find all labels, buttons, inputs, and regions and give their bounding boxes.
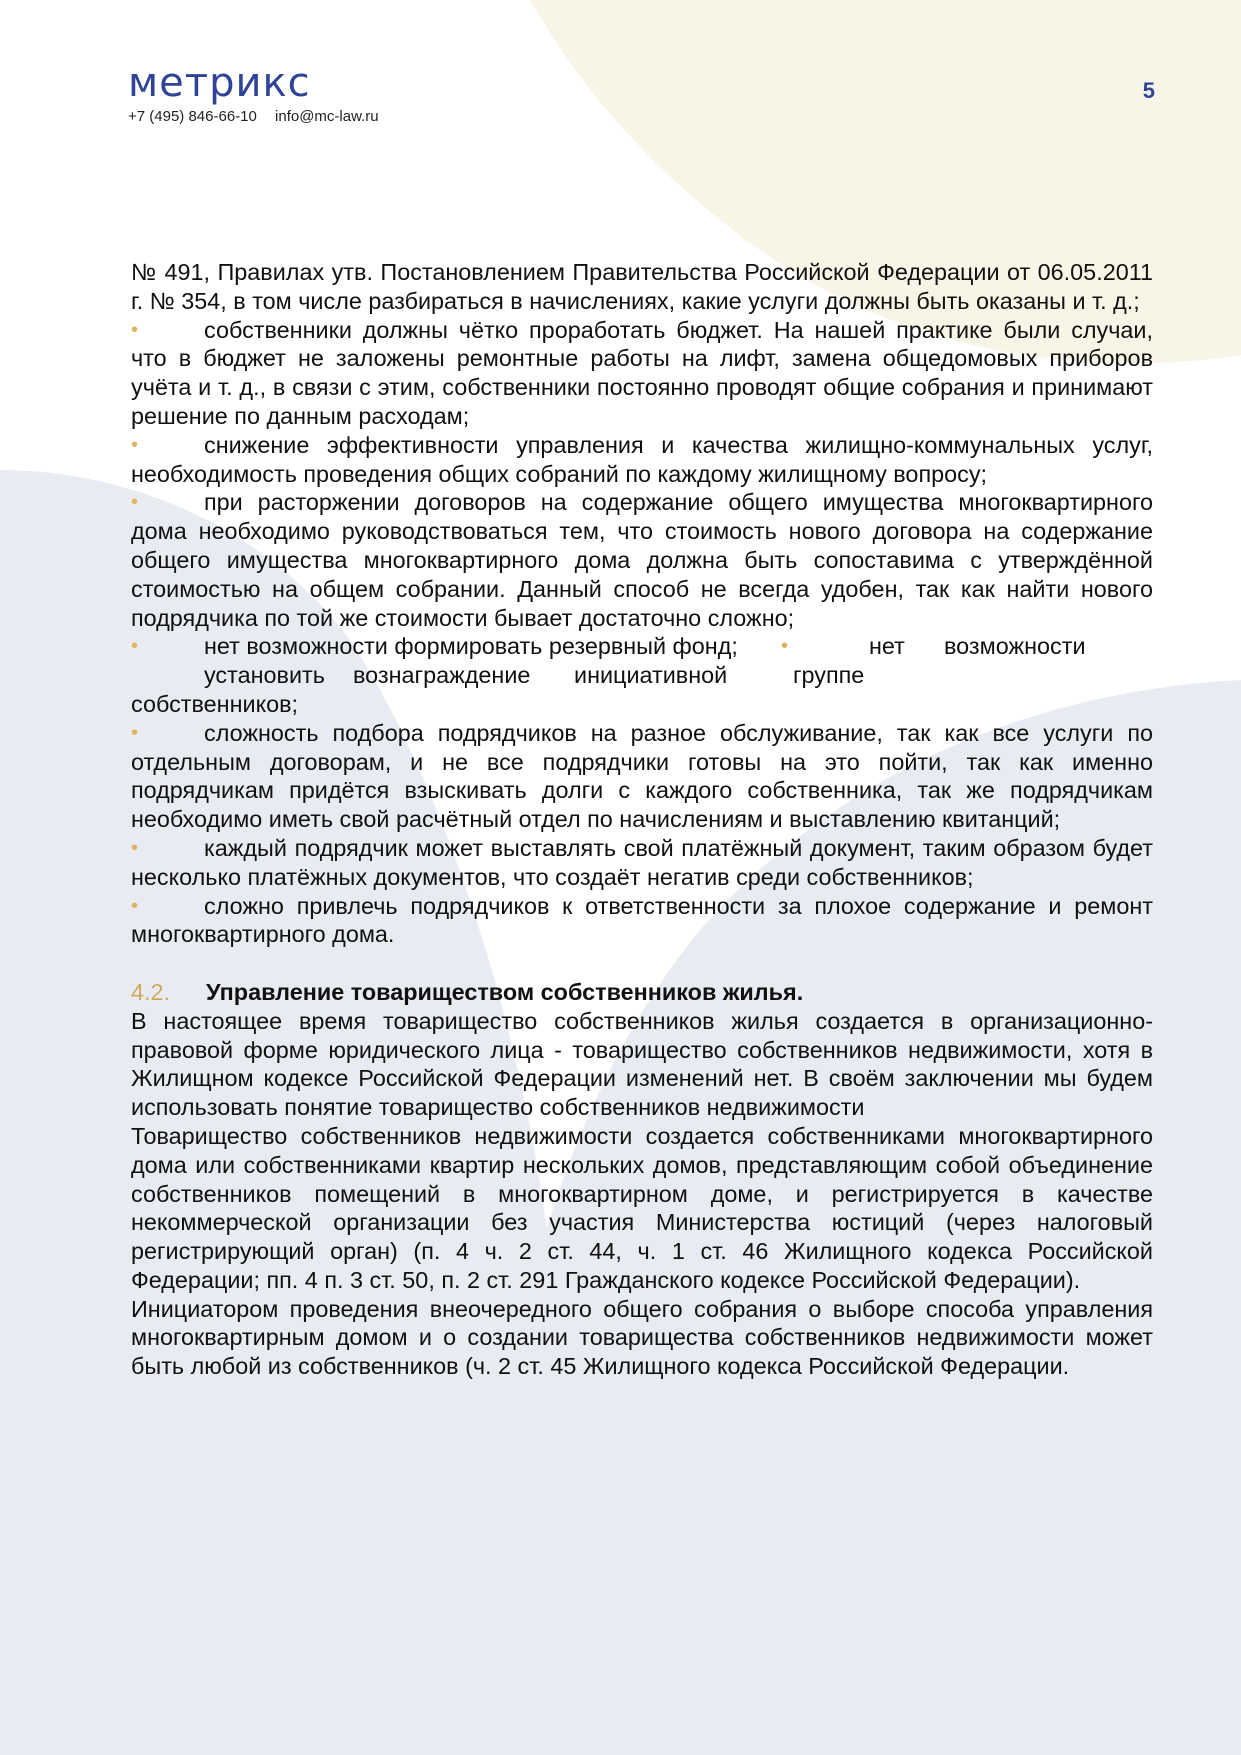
bullet-marker: • <box>781 635 789 658</box>
bullet-item <box>131 316 1153 431</box>
header-contacts <box>128 108 379 125</box>
bullet-text: нет возможности формировать резервный фонд; <box>204 633 738 660</box>
bullet-text-fragment: возможности <box>944 633 1086 660</box>
intro-paragraph: № 491, Правилах утв. Постановлением Правительства Российской Федерации от 06.05.2011 г. № 354, в том числе разбираться в начислениях, какие услуги должны быть оказаны и т. д.; <box>131 259 1153 314</box>
company-logo: метрикс <box>128 60 311 106</box>
bullet-text-fragment: нет <box>869 633 905 660</box>
bullet-item <box>131 431 1153 489</box>
bullet-text-fragment: установить <box>204 662 325 689</box>
split-bullet-item <box>131 632 1153 718</box>
document-body <box>131 258 1153 1381</box>
bullet-marker: • <box>131 721 139 744</box>
bullet-marker: • <box>131 318 139 341</box>
bullet-text: при расторжении договоров на содержание общего имущества многоквартирного дома необходимо руководствоваться тем, что стоимость нового договора на содержание общего имущества многоквартирного дома должна быть сопоставима с утверждённой стоимостью на общем собрании. Данный способ не всегда удобен, так как найти нового подрядчика по той же стоимости бывает достаточно сложно; <box>131 489 1153 631</box>
bullet-marker: • <box>131 836 139 859</box>
split-bullet-line-1 <box>131 632 1153 661</box>
bullet-text-fragment: вознаграждение <box>353 662 531 689</box>
bullet-text-fragment: инициативной <box>574 662 728 689</box>
section-title: Управление товариществом собственников жилья. <box>206 978 804 1005</box>
split-bullet-line-3 <box>131 690 1153 719</box>
contact-email: info@mc-law.ru <box>275 108 379 125</box>
bullet-item <box>131 719 1153 834</box>
body-paragraph: Инициатором проведения внеочередного общего собрания о выборе способа управления многоквартирным домом и о создании товарищества собственников недвижимости может быть любой из собственников (ч. 2 ст. 45 Жилищного кодекса Российской Федерации. <box>131 1295 1153 1380</box>
bullet-item <box>131 892 1153 950</box>
bullet-text: снижение эффективности управления и качества жилищно-коммунальных услуг, необходимость проведения общих собраний по каждому жилищному вопросу; <box>131 431 1153 487</box>
page-number: 5 <box>1142 78 1155 103</box>
bullet-marker: • <box>131 894 139 917</box>
body-paragraph: Товарищество собственников недвижимости создается собственниками многоквартирного дома или собственниками квартир нескольких домов, представляющим собой объединение собственников помещений в многоквартирном доме, и регистрируется в качестве некоммерческой организации без участия Министерства юстиций (через налоговый регистрирующий орган) (п. 4 ч. 2 ст. 44, ч. 1 ст. 46 Жилищного кодекса Российской Федерации; пп. 4 п. 3 ст. 50, п. 2 ст. 291 Гражданского кодексе Российской Федерации). <box>131 1122 1153 1293</box>
bullet-text-fragment: собственников; <box>131 690 299 717</box>
bullet-text: каждый подрядчик может выставлять свой платёжный документ, таким образом будет несколько платёжных документов, что создаёт негатив среди собственников; <box>131 834 1153 890</box>
section-number: 4.2. <box>131 978 171 1005</box>
contact-phone: +7 (495) 846-66-10 <box>128 108 257 125</box>
bullet-text-fragment: группе <box>793 662 865 689</box>
bullet-marker: • <box>131 491 139 514</box>
bullet-item <box>131 834 1153 892</box>
body-paragraph: В настоящее время товарищество собственников жилья создается в организационно-правовой форме юридического лица - товарищество собственников недвижимости, хотя в Жилищном кодексе Российской Федерации изменений нет. В своём заключении мы будем использовать понятие товарищество собственников недвижимости <box>131 1007 1153 1121</box>
bullet-item <box>131 488 1153 632</box>
bullet-text: собственники должны чётко проработать бюджет. На нашей практике были случаи, что в бюджет не заложены ремонтные работы на лифт, замена общедомовых приборов учёта и т. д., в связи с этим, собственники постоянно проводят общие собрания и принимают решение по данным расходам; <box>131 316 1153 429</box>
bullet-marker: • <box>131 635 139 658</box>
bullet-text: сложность подбора подрядчиков на разное обслуживание, так как все услуги по отдельным договорам, и не все подрядчики готовы на это пойти, так как именно подрядчикам придётся взыскивать долги с каждого собственника, так же подрядчикам необходимо иметь свой расчётный отдел по начислениям и выставлению квитанций; <box>131 719 1153 833</box>
bullet-text: сложно привлечь подрядчиков к ответственности за плохое содержание и ремонт многоквартирного дома. <box>131 892 1153 948</box>
section-heading <box>131 978 1153 1007</box>
split-bullet-line-2 <box>131 661 1153 690</box>
bullet-marker: • <box>131 433 139 456</box>
